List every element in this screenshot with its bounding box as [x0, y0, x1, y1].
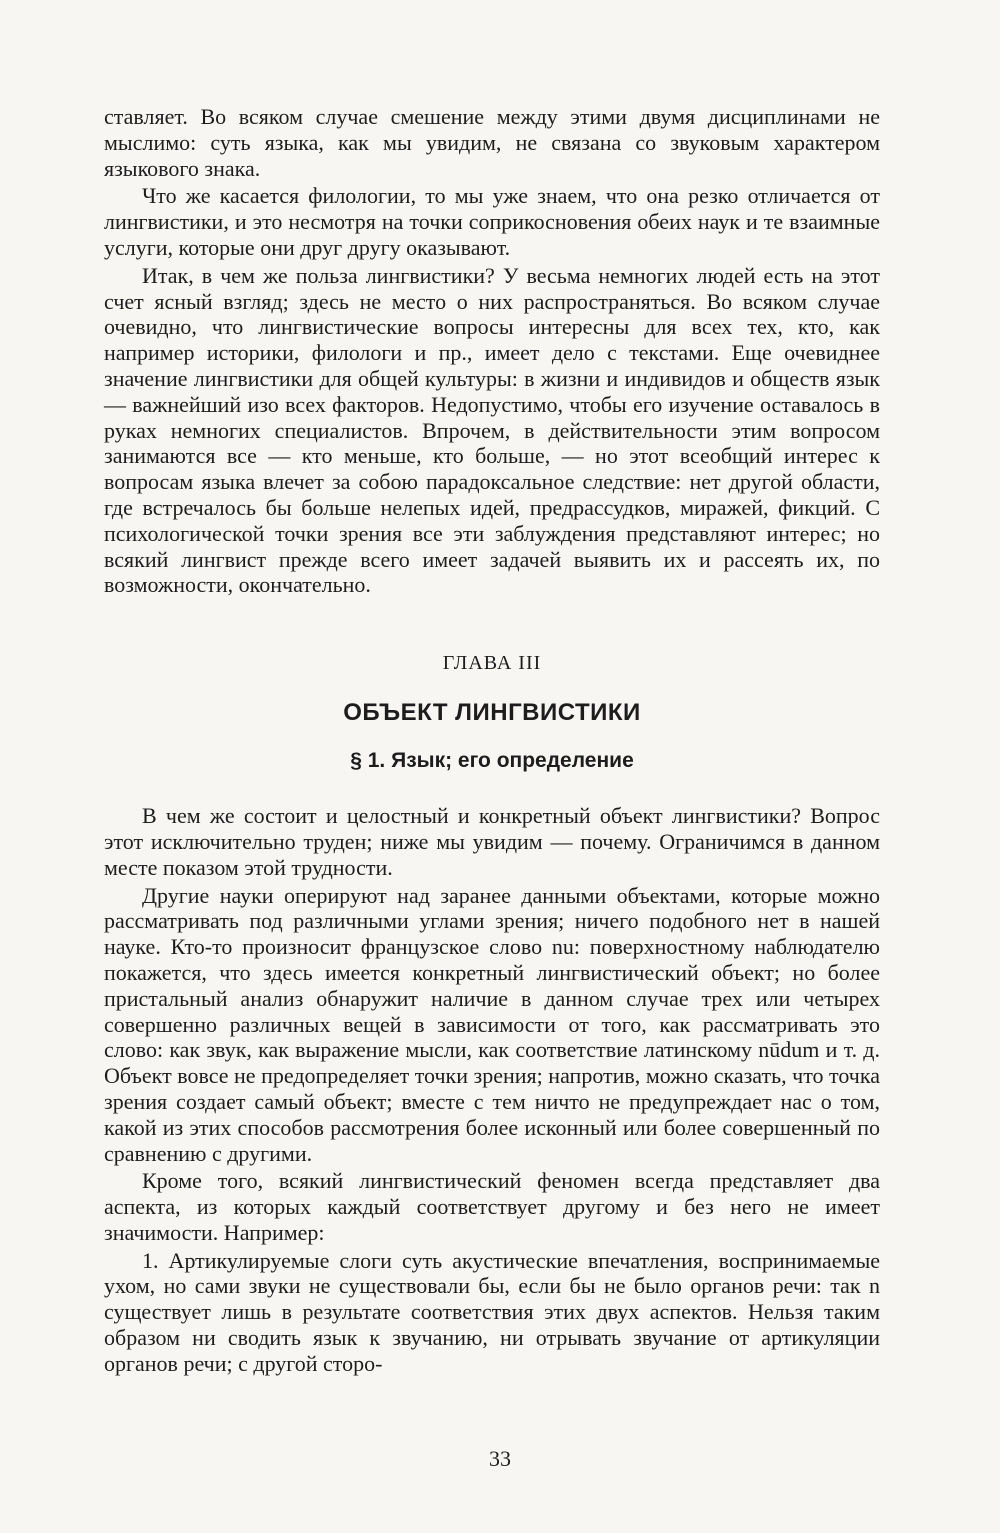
page-body — [104, 104, 880, 1377]
paragraph: Что же касается филологии, то мы уже знаем, что она резко отличается от лингвистики, и это несмотря на точки соприкосновения обеих наук и те взаимные услуги, которые они друг другу оказывают. — [104, 183, 880, 260]
paragraph: В чем же состоит и целостный и конкретный объект лингвистики? Вопрос этот исключительно труден; ниже мы увидим — почему. Ограничимся в данном месте показом этой трудности. — [104, 803, 880, 880]
paragraph: Кроме того, всякий лингвистический феномен всегда представляет два аспекта, из которых каждый соответствует другому и без него не имеет значимости. Например: — [104, 1168, 880, 1245]
paragraph: Итак, в чем же польза лингвистики? У весьма немногих людей есть на этот счет ясный взгляд; здесь не место о них распространяться. Во всяком случае очевидно, что лингвистические вопросы интересны для всех тех, кто, как например историки, филологи и пр., имеет дело с текстами. Еще очевиднее значение лингвистики для общей культуры: в жизни и индивидов и обществ язык — важнейший изо всех факторов. Недопустимо, чтобы его изучение оставалось в руках немногих специалистов. Впрочем, в действительности этим вопросом занимаются все — кто меньше, кто больше, — но этот всеобщий интерес к вопросам языка влечет за собою парадоксальное следствие: нет другой области, где встречалось бы больше нелепых идей, предрассудков, миражей, фикций. С психологической точки зрения все эти заблуждения представляют интерес; но всякий лингвист прежде всего имеет задачей выявить их и рассеять их, по возможности, окончательно. — [104, 262, 880, 598]
section-heading: § 1. Язык; его определение — [350, 749, 634, 773]
paragraph: ставляет. Во всяком случае смешение между этими двумя дисциплинами не мыслимо: суть языка, как мы увидим, не связана со звуковым характером языкового знака. — [104, 104, 880, 181]
chapter-label: ГЛАВА III — [442, 652, 542, 675]
chapter-title: ОБЪЕКТ ЛИНГВИСТИКИ — [343, 699, 641, 727]
page-number: 33 — [489, 1446, 511, 1471]
paragraph: 1. Артикулируемые слоги суть акустические впечатления, воспринимаемые ухом, но сами звуки не существовали бы, если бы не было органов речи: так n существует лишь в результате соответствия этих двух аспектов. Нельзя таким образом ни сводить язык к звучанию, ни отрывать звучание от артикуляции органов речи; с другой сторо- — [104, 1247, 880, 1376]
paragraph: Другие науки оперируют над заранее данными объектами, которые можно рассматривать под различными углами зрения; ничего подобного нет в нашей науке. Кто-то произносит французское слово nu: поверхностному наблюдателю покажется, что здесь имеется конкретный лингвистический объект; но более пристальный анализ обнаружит наличие в данном случае трех или четырех совершенно различных вещей в зависимости от того, как рассматривать это слово: как звук, как выражение мысли, как соответствие латинскому nūdum и т. д. Объект вовсе не предопределяет точки зрения; напротив, можно сказать, что точка зрения создает самый объект; вместе с тем ничто не предупреждает нас о том, какой из этих способов рассмотрения более исконный или более совершенный по сравнению с другими. — [104, 882, 880, 1166]
